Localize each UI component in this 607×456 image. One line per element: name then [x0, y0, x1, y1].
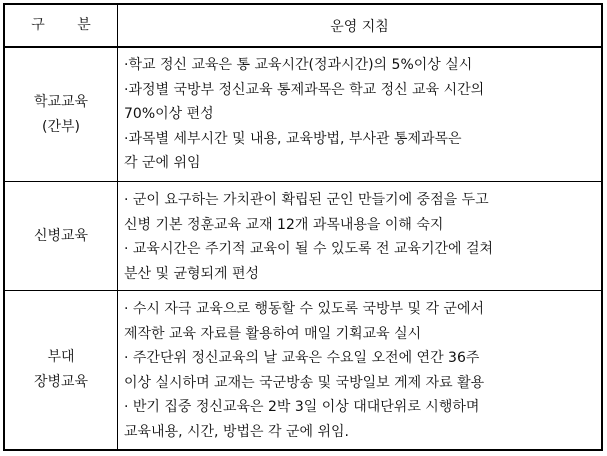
- guideline-line: 70%이상 편성: [124, 106, 214, 122]
- guideline-line: · 교육시간은 주기적 교육이 될 수 있도록 전 교육기간에 걸쳐: [124, 241, 494, 257]
- row-label-line: 장병교육: [33, 374, 89, 390]
- header-guideline-label: 운영 지침: [330, 18, 389, 35]
- header-category-label: 구 분: [31, 17, 105, 33]
- header-category-cell: [5, 5, 118, 46]
- guideline-line: 제작한 교육 자료를 활용하여 매일 기획교육 실시: [124, 325, 422, 342]
- row-label-line: 학교교육: [33, 93, 89, 110]
- row-content-cell: [118, 48, 601, 181]
- row-label-cell: [5, 291, 118, 449]
- guideline-line: ·과목별 세부시간 및 내용, 교육방법, 부사관 통제과목은: [124, 130, 462, 147]
- row-label-line: (간부): [42, 118, 80, 135]
- guideline-line: · 주간단위 정신교육의 날 교육은 수요일 오전에 연간 36주: [124, 350, 480, 366]
- header-guideline-cell: [118, 5, 601, 46]
- row-label-cell: [5, 48, 118, 181]
- guideline-line: 분산 및 균형되게 편성: [124, 265, 260, 282]
- row-content-cell: [118, 182, 601, 290]
- guideline-line: · 군이 요구하는 가치관이 확립된 군인 만들기에 중점을 두고: [124, 192, 489, 208]
- row-label-line: 부대: [47, 349, 75, 365]
- row-content-cell: [118, 291, 601, 449]
- table-row-unit-soldier-education: [5, 291, 601, 449]
- guideline-line: ·과정별 국방부 정신교육 통제과목은 학교 정신 교육 시간의: [124, 81, 485, 98]
- guideline-line: 각 군에 위임: [124, 155, 201, 171]
- table-row-recruit-education: [5, 182, 601, 291]
- guideline-line: · 수시 자극 교육으로 행동할 수 있도록 국방부 및 각 군에서: [124, 301, 485, 317]
- guideline-line: 이상 실시하며 교재는 국군방송 및 국방일보 게제 자료 활용: [124, 374, 485, 391]
- guideline-line: · 반기 집중 정신교육은 2박 3일 이상 대대단위로 시행하며: [124, 399, 480, 415]
- row-label-cell: [5, 182, 118, 290]
- row-label-line: 신병교육: [33, 227, 89, 244]
- guideline-line: 교육내용, 시간, 방법은 각 군에 위임.: [124, 423, 349, 440]
- guideline-line: ·학교 정신 교육은 통 교육시간(정과시간)의 5%이상 실시: [124, 57, 473, 73]
- table-row-school-education: [5, 48, 601, 182]
- table-header-row: [5, 5, 601, 48]
- education-guideline-table: [3, 3, 603, 451]
- guideline-line: 신병 기본 정훈교육 교재 12개 과목내용을 이해 숙지: [124, 216, 444, 233]
